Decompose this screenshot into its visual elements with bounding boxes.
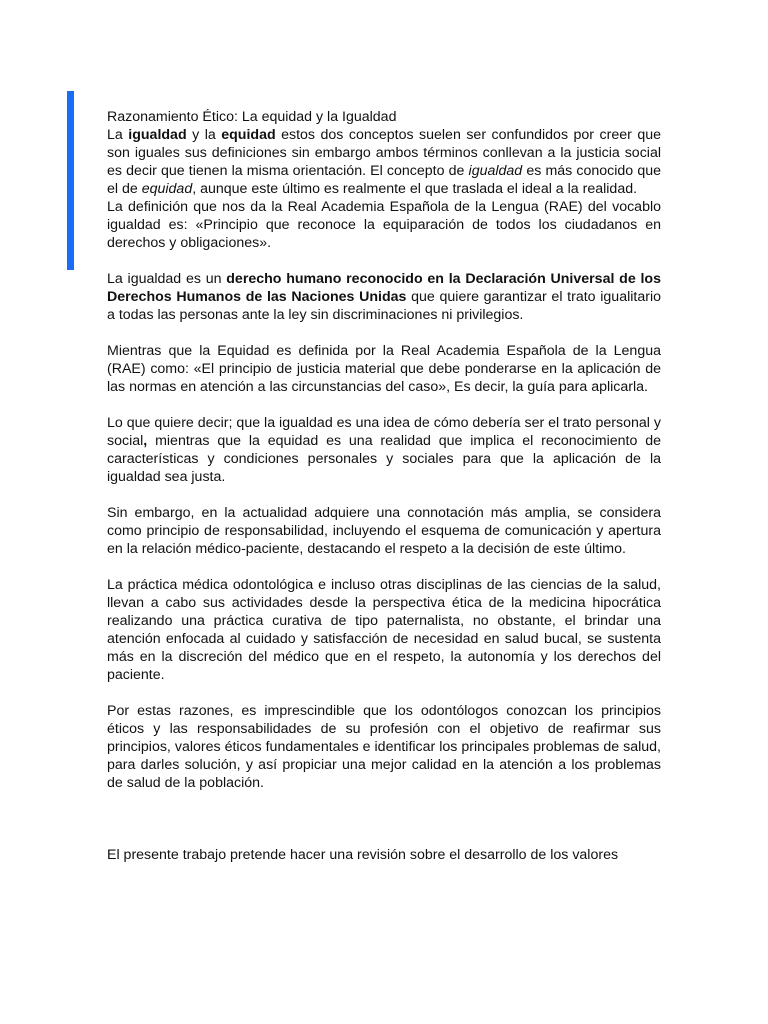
p5-bold-comma: , — [143, 433, 148, 449]
document-page — [107, 108, 661, 864]
paragraph-6: Sin embargo, en la actualidad adquiere una connotación más amplia, se considera como principio de responsabilidad, incluyendo el esquema de comunicación y apertura en la relación médico-paciente, destacando el respeto a la decisión de este último. — [107, 505, 661, 557]
spacer — [107, 252, 661, 270]
paragraph-3 — [107, 270, 661, 324]
p1-bold-equidad: equidad — [221, 127, 276, 143]
p1-text-i: , aunque este último es realmente el que traslada el ideal a la realidad. — [192, 181, 638, 197]
p1-text-g: es más conocido que el de — [107, 163, 661, 197]
p1-text-e: estos dos conceptos suelen ser confundidos por creer que son iguales sus definiciones sin embargo ambos términos conllevan a la justicia social es decir que tienen la misma orientación. El concepto de — [107, 127, 662, 179]
accent-bar — [67, 91, 74, 270]
p3-text-c: que quiere garantizar el trato igualitario a todas las personas ante la ley sin discriminaciones ni privilegios. — [107, 289, 661, 323]
p1-italic-equidad: equidad — [141, 181, 193, 197]
p1-text-c: y la — [186, 127, 222, 143]
paragraph-5 — [107, 414, 661, 486]
spacer — [107, 486, 661, 504]
paragraph-2: La definición que nos da la Real Academia Española de la Lengua (RAE) del vocablo igualdad es: «Principio que reconoce la equiparación de todos los ciudadanos en derechos y obligaciones». — [107, 199, 661, 251]
paragraph-7: La práctica médica odontológica e incluso otras disciplinas de las ciencias de la salud, llevan a cabo sus actividades desde la perspectiva ética de la medicina hipocrática realizando una práctica curativa de tipo paternalista, no obstante, el brindar una atención enfocada al cuidado y satisfacción de necesidad en salud bucal, se sustenta más en la discreción del médico que en el respeto, la autonomía y los derechos del paciente. — [107, 577, 661, 683]
p5-text-a: Lo que quiere decir; que la igualdad es una idea de cómo debería ser el trato personal y social — [107, 415, 661, 449]
spacer — [107, 684, 661, 702]
p3-text-a: La igualdad es un — [107, 271, 227, 287]
paragraph-4: Mientras que la Equidad es definida por la Real Academia Española de la Lengua (RAE) como: «El principio de justicia material que debe ponderarse en la aplicación de las normas en atención a las circunstancias del caso», Es decir, la guía para aplicarla. — [107, 343, 661, 395]
spacer — [107, 324, 661, 342]
p1-bold-igualdad: igualdad — [128, 127, 187, 143]
document-title: Razonamiento Ético: La equidad y la Igualdad — [107, 109, 397, 125]
spacer — [107, 558, 661, 576]
p1-text-a: La — [107, 127, 129, 143]
paragraph-8: Por estas razones, es imprescindible que los odontólogos conozcan los principios éticos y las responsabilidades de su profesión con el objetivo de reafirmar sus principios, valores éticos fundamentales e identificar los principales problemas de salud, para darles solución, y así propiciar una mejor calidad en la atención a los problemas de salud de la población. — [107, 703, 661, 791]
p1-italic-igualdad: igualdad — [468, 163, 523, 179]
paragraph-1 — [107, 126, 661, 198]
spacer — [107, 396, 661, 414]
p5-text-c: mientras que la equidad es una realidad que implica el reconocimiento de características y condiciones personales y sociales para que la aplicación de la igualdad sea justa. — [107, 433, 661, 485]
p3-bold-derecho-humano: derecho humano reconocido en la Declaración Universal de los Derechos Humanos de las Naciones Unidas — [107, 271, 661, 305]
spacer — [107, 792, 661, 846]
paragraph-9: El presente trabajo pretende hacer una revisión sobre el desarrollo de los valores — [107, 847, 619, 863]
